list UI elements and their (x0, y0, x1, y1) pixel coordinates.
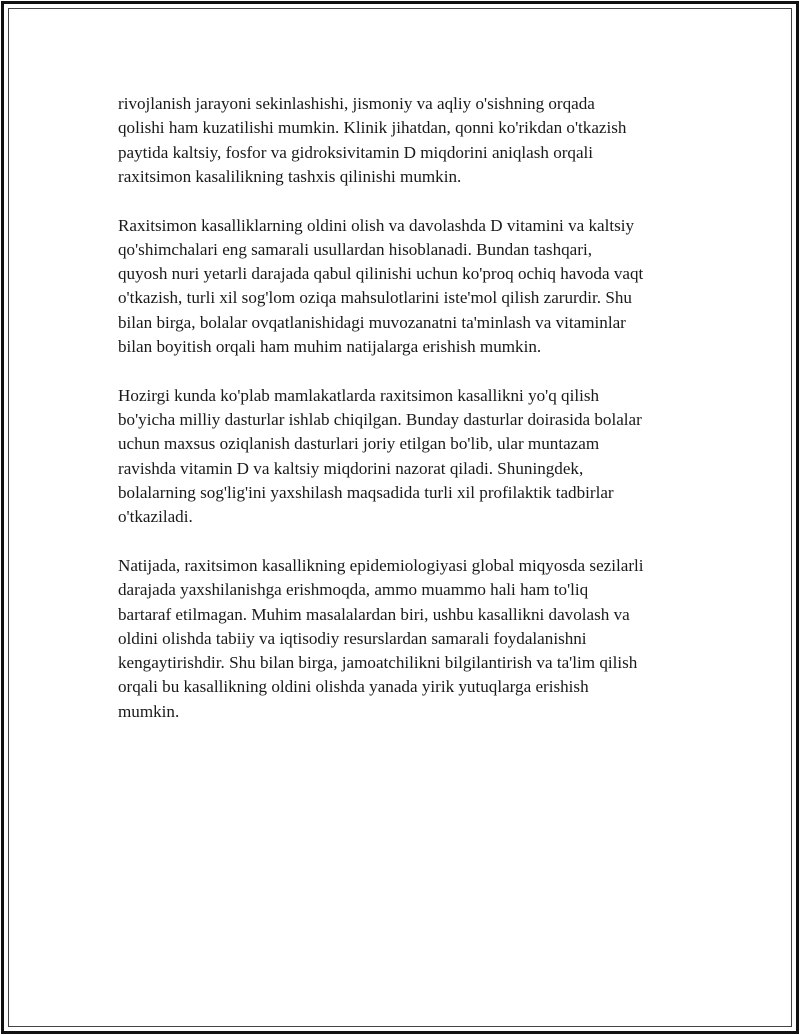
line: orqali bu kasallikning oldini olishda yanada yirik yutuqlarga erishish (118, 677, 589, 697)
line: bolalarning sog'lig'ini yaxshilash maqsadida turli xil profilaktik tadbirlar (118, 482, 614, 502)
line: mumkin. (118, 701, 180, 721)
line: oldini olishda tabiiy va iqtisodiy resurslardan samarali foydalanishni (118, 628, 587, 648)
line: raxitsimon kasalilikning tashxis qilinishi mumkin. (118, 166, 462, 186)
line: o'tkazish, turli xil sog'lom oziqa mahsulotlarini iste'mol qilish zarurdir. Shu (118, 288, 632, 308)
line: bilan birga, bolalar ovqatlanishidagi muvozanatni ta'minlash va vitaminlar (118, 312, 626, 332)
line: o'tkaziladi. (118, 507, 193, 527)
paragraph-3 (118, 384, 698, 530)
line: paytida kaltsiy, fosfor va gidroksivitamin D miqdorini aniqlash orqali (118, 142, 594, 162)
line: Hozirgi kunda ko'plab mamlakatlarda raxitsimon kasallikni yo'q qilish (118, 385, 600, 405)
paragraph-2 (118, 214, 698, 360)
document-body (118, 92, 698, 748)
line: uchun maxsus oziqlanish dasturlari joriy etilgan bo'lib, ular muntazam (118, 434, 600, 454)
line: qo'shimchalari eng samarali usullardan hisoblanadi. Bundan tashqari, (118, 239, 592, 259)
line: qolishi ham kuzatilishi mumkin. Klinik jihatdan, qonni ko'rikdan o'tkazish (118, 118, 627, 138)
line: quyosh nuri yetarli darajada qabul qilinishi uchun ko'proq ochiq havoda vaqt (118, 264, 644, 284)
paragraph-4 (118, 554, 698, 724)
line: Raxitsimon kasalliklarning oldini olish va davolashda D vitamini va kaltsiy (118, 215, 635, 235)
line: kengaytirishdir. Shu bilan birga, jamoatchilikni bilgilantirish va ta'lim qilish (118, 653, 638, 673)
line: bilan boyitish orqali ham muhim natijalarga erishish mumkin. (118, 337, 542, 357)
line: bo'yicha milliy dasturlar ishlab chiqilgan. Bunday dasturlar doirasida bolalar (118, 410, 642, 430)
line: rivojlanish jarayoni sekinlashishi, jismoniy va aqliy o'sishning orqada (118, 94, 595, 113)
line: bartaraf etilmagan. Muhim masalalardan biri, ushbu kasallikni davolash va (118, 604, 630, 624)
line: ravishda vitamin D va kaltsiy miqdorini nazorat qiladi. Shuningdek, (118, 458, 584, 478)
line: darajada yaxshilanishga erishmoqda, ammo muammo hali ham to'liq (118, 580, 589, 600)
line: Natijada, raxitsimon kasallikning epidemiologiyasi global miqyosda sezilarli (118, 555, 644, 575)
paragraph-1 (118, 92, 698, 189)
